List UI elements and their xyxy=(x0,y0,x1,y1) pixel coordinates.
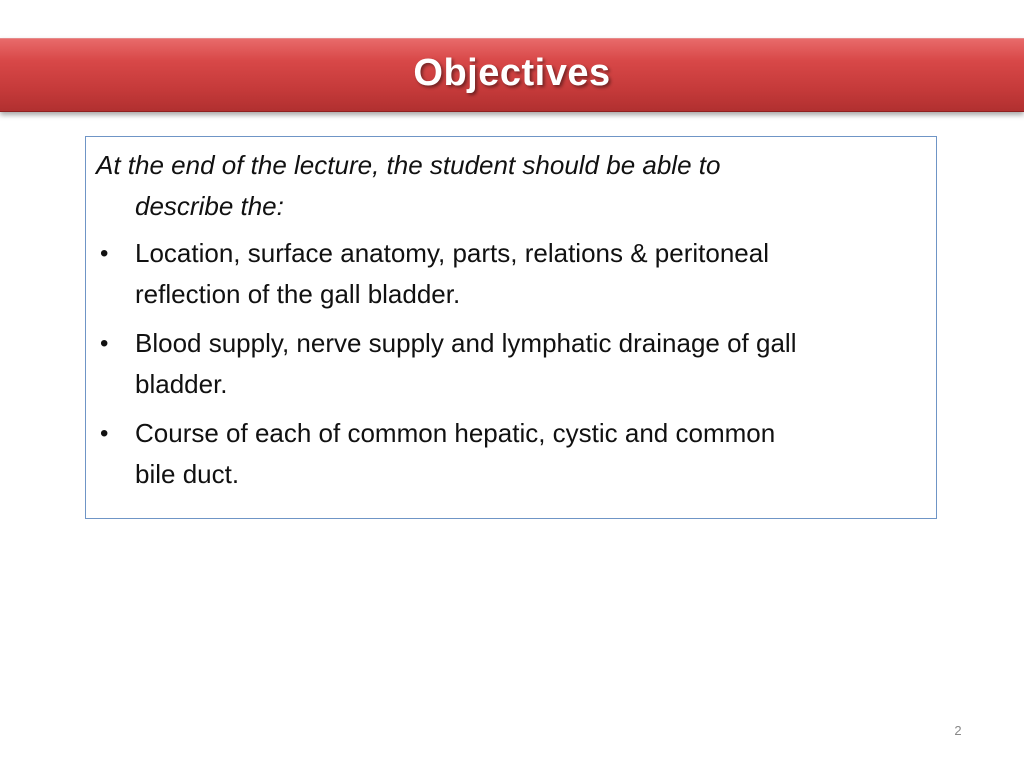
objectives-list xyxy=(96,233,931,503)
objective-text-cont: reflection of the gall bladder. xyxy=(135,279,461,309)
title-bar xyxy=(0,38,1024,112)
objective-text: Blood supply, nerve supply and lymphatic drainage of gall xyxy=(135,328,797,358)
objective-text-cont: bladder. xyxy=(135,369,228,399)
bullet-icon: • xyxy=(100,240,109,267)
slide-title: Objectives xyxy=(413,51,611,94)
objectives-box xyxy=(85,136,937,519)
objective-text-cont: bile duct. xyxy=(135,459,240,489)
objective-text: Location, surface anatomy, parts, relations & peritoneal xyxy=(135,238,769,268)
page-number: 2 xyxy=(954,723,962,738)
objective-text: Course of each of common hepatic, cystic and common xyxy=(135,418,776,448)
intro-text xyxy=(96,145,916,227)
objective-item-ducts xyxy=(96,413,931,495)
objective-item-location xyxy=(96,233,931,315)
bullet-icon: • xyxy=(100,420,109,447)
intro-line-2: describe the: xyxy=(135,191,284,221)
intro-line-1: At the end of the lecture, the student should be able to xyxy=(96,150,721,180)
objective-item-blood-supply xyxy=(96,323,931,405)
bullet-icon: • xyxy=(100,330,109,357)
